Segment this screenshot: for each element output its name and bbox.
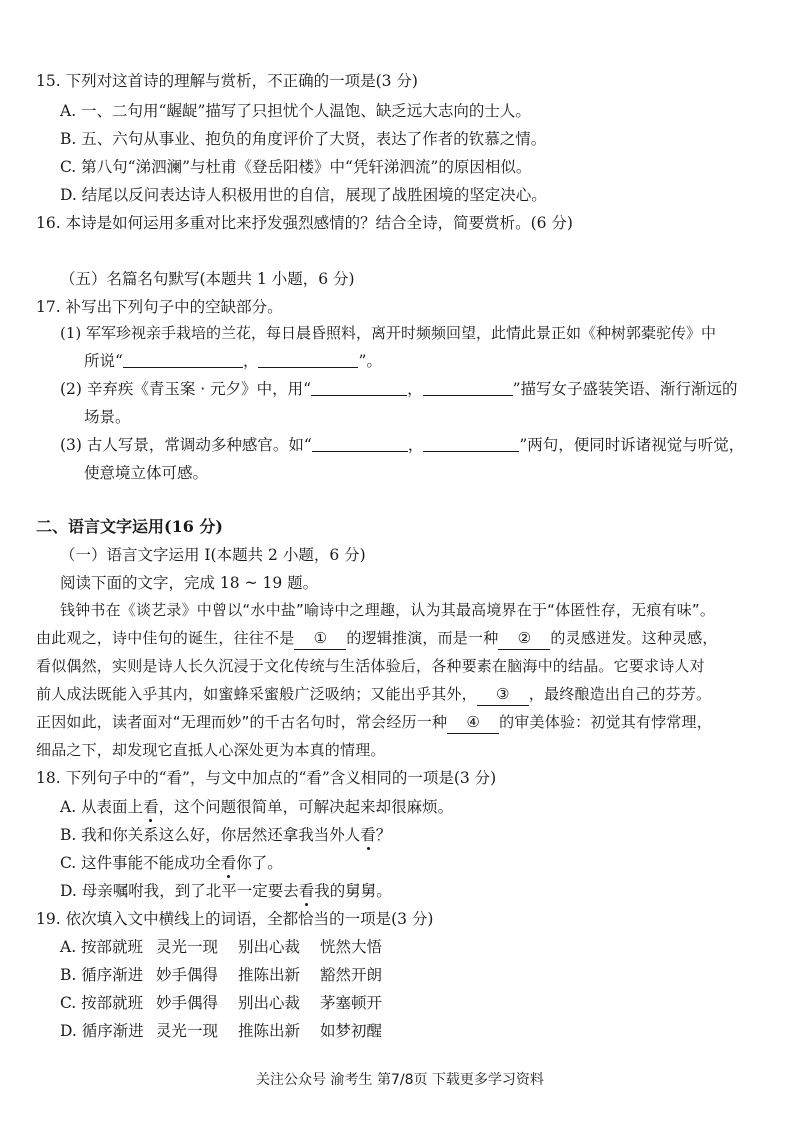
q17-blank-4[interactable]	[423, 379, 513, 396]
q17-stem: 17. 补写出下列句子中的空缺部分。	[36, 298, 283, 316]
passage-text: 的逻辑推演，而是一种	[346, 629, 499, 647]
q19-cell: 灵光一现	[156, 1022, 219, 1040]
passage-text: 的审美体验：初觉其有悖常理，	[499, 713, 712, 731]
q19-cell: 别出心裁	[238, 994, 301, 1012]
q17-item1-line2	[84, 350, 382, 372]
q17-blank-5[interactable]	[312, 435, 408, 452]
passage-line-6: 细品之下，却发现它直抵人心深处更为本真的情理。	[36, 741, 386, 759]
emphasis-dot-word: 看	[220, 854, 237, 872]
q17-blank-3[interactable]	[311, 379, 407, 396]
q17-item3-line2: 使意境立体可感。	[84, 464, 209, 482]
q17-item3-pre: (3) 古人写景，常调动多种感官。如“	[60, 436, 312, 454]
q19-cell: 灵光一现	[156, 938, 219, 956]
q19-cell: B. 循序渐进	[60, 966, 144, 984]
q18-option-b	[60, 824, 391, 846]
q18-option-a	[60, 796, 453, 818]
q19-option-c	[60, 992, 382, 1014]
q19-cell: 豁然开朗	[320, 966, 383, 984]
part2-title: 二、语言文字运用(16 分)	[36, 517, 223, 536]
passage-line-3: 看似偶然，实则是诗人长久沉浸于文化传统与生活体验后，各种要素在脑海中的结晶。它要求诗人对	[36, 657, 705, 675]
q19-cell: 如梦初醒	[320, 1022, 383, 1040]
page-footer: 关注公众号 渝考生 第7/8页 下载更多学习资料	[256, 1072, 544, 1088]
option-text: A. 从表面上	[60, 798, 144, 816]
q19-cell: 妙手偶得	[156, 994, 219, 1012]
q17-item1-comma: ，	[242, 352, 259, 370]
q18-stem	[36, 767, 496, 789]
q19-option-d	[60, 1020, 382, 1042]
q18-stem-word: 看	[306, 769, 322, 787]
passage-text: ，最终酿造出自己的芬芳。	[528, 685, 712, 703]
passage-blank-2: ②	[498, 627, 550, 650]
q18-stem-word: 看	[166, 769, 183, 787]
passage-text: 前人成法既能入乎其内，如蜜蜂采蜜般广泛吸纳；又能出乎其外，	[36, 685, 477, 703]
q17-blank-2[interactable]	[258, 351, 358, 368]
option-text: C. 这件事能不能成功全	[60, 854, 221, 872]
q17-item2-comma: ，	[407, 380, 423, 398]
q17-blank-1[interactable]	[123, 351, 243, 368]
q17-item1-post: ”。	[358, 352, 382, 370]
q17-item2-pre: (2) 辛弃疾《青玉案 · 元夕》中，用“	[60, 380, 312, 398]
option-text: B. 我和你关系这么好，你居然还拿我当外人	[60, 826, 361, 844]
q16-stem: 16. 本诗是如何运用多重对比来抒发强烈感情的？结合全诗，简要赏析。(6 分)	[36, 214, 573, 232]
q17-item2-line1	[60, 378, 738, 400]
passage-line-5	[36, 711, 712, 733]
q19-cell: 推陈出新	[238, 966, 301, 984]
q17-item2-line2: 场景。	[84, 408, 131, 426]
q17-item2-post: ”描写女子盛装笑语、渐行渐远的	[512, 380, 738, 398]
q19-cell: 恍然大悟	[320, 938, 383, 956]
q17-blank-6[interactable]	[423, 435, 519, 452]
q15-option-b: B. 五、六句从事业、抱负的角度评价了大贤，表达了作者的钦慕之情。	[60, 130, 547, 148]
q17-item3-post: ”两句，便同时诉诸视觉与听觉，	[519, 436, 745, 454]
emphasis-dot-word: 看	[143, 798, 159, 816]
option-text: ，这个问题很简单，可解决起来却很麻烦。	[158, 798, 454, 816]
option-text: 你了。	[236, 854, 283, 872]
passage-blank-1: ①	[294, 627, 346, 650]
q18-stem-text: ”，与文中加点的“	[182, 769, 307, 787]
q19-cell: D. 循序渐进	[60, 1022, 144, 1040]
q19-option-a	[60, 936, 382, 958]
q19-cell: 别出心裁	[238, 938, 301, 956]
q17-item3-comma: ，	[407, 436, 424, 454]
option-text: D. 母亲嘱咐我，到了北平一定要去	[60, 882, 299, 900]
q18-stem-text: ”含义相同的一项是(3 分)	[321, 769, 497, 787]
passage-line-1: 钱钟书在《谈艺录》中曾以“水中盐”喻诗中之理趣，认为其最高境界在于“体匿性存，无痕有味”。	[60, 601, 716, 619]
passage-text: 的灵感迸发。这种灵感，	[550, 629, 718, 647]
emphasis-dot-word: 看	[360, 826, 376, 844]
part5-title: （五）名篇名句默写(本题共 1 小题，6 分)	[60, 270, 355, 288]
q15-option-c: C. 第八句“涕泗澜”与杜甫《登岳阳楼》中“凭轩涕泗流”的原因相似。	[60, 158, 532, 176]
reading-intro: 阅读下面的文字，完成 18 ~ 19 题。	[60, 574, 319, 592]
q17-item1-line1: (1) 军军珍视亲手栽培的兰花，每日晨昏照料，离开时频频回望，此情此景正如《种树郭橐驼传》中	[60, 324, 717, 342]
q19-cell: 妙手偶得	[156, 966, 219, 984]
q18-stem-text: 18. 下列句子中的“	[36, 769, 167, 787]
option-text: ？	[375, 826, 392, 844]
passage-text: 由此观之，诗中佳句的诞生，往往不是	[36, 629, 295, 647]
q17-item3-line1	[60, 434, 744, 456]
option-text: 我的舅舅。	[314, 882, 392, 900]
q19-cell: 茅塞顿开	[320, 994, 383, 1012]
q15-option-d: D. 结尾以反问表达诗人积极用世的自信，展现了战胜困境的坚定决心。	[60, 186, 547, 204]
emphasis-dot-word: 看	[298, 882, 315, 900]
passage-blank-3: ③	[477, 683, 529, 706]
q19-cell: A. 按部就班	[60, 938, 144, 956]
q15-option-a: A. 一、二句用“龌龊”描写了只担忧个人温饱、缺乏远大志向的士人。	[60, 102, 531, 120]
q19-cell: C. 按部就班	[60, 994, 144, 1012]
passage-line-4	[36, 683, 711, 705]
q18-option-d	[60, 880, 392, 902]
part2-sub: （一）语言文字运用 Ⅰ(本题共 2 小题，6 分)	[60, 546, 366, 564]
q19-cell: 推陈出新	[238, 1022, 301, 1040]
q17-item1-pre: 所说“	[84, 352, 123, 370]
passage-blank-4: ④	[447, 711, 499, 734]
q19-stem: 19. 依次填入文中横线上的词语，全都恰当的一项是(3 分)	[36, 910, 434, 928]
passage-line-2	[36, 627, 718, 649]
passage-text: 正因如此，读者面对“无理而妙”的千古名句时，常会经历一种	[36, 713, 448, 731]
q18-option-c	[60, 852, 283, 874]
q15-stem: 15. 下列对这首诗的理解与赏析，不正确的一项是(3 分)	[36, 72, 418, 90]
q19-option-b	[60, 964, 382, 986]
